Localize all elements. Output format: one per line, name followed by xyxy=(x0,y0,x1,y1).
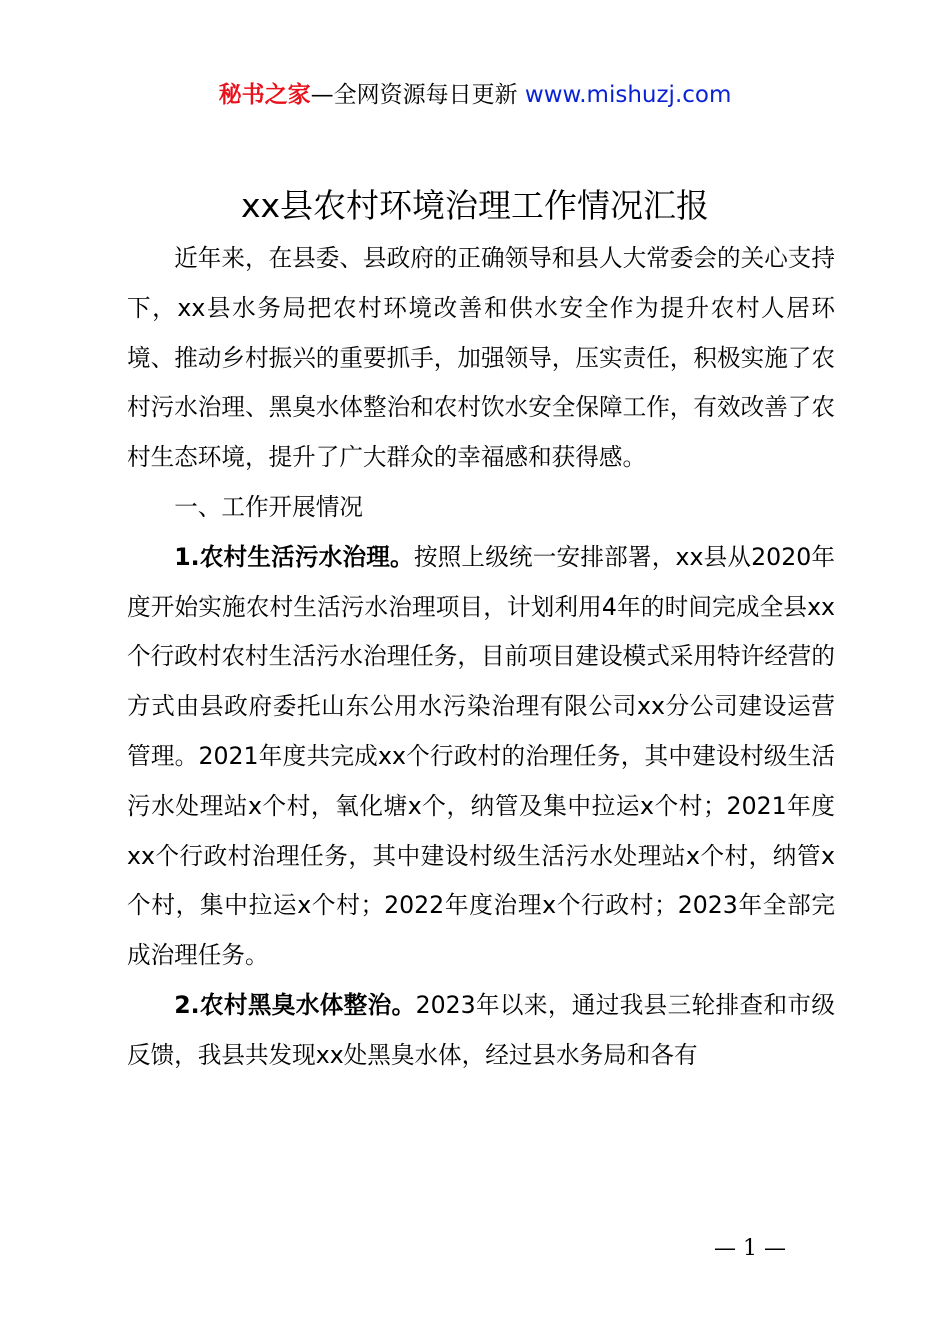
item-text-2: 2023年以来，通过我县三轮排查和市级反馈，我县共发现xx处黑臭水体，经过县水务局和各有 xyxy=(127,990,835,1069)
item-paragraph-1 xyxy=(127,533,835,981)
item-heading-1: 1.农村生活污水治理。 xyxy=(174,542,414,571)
section-heading: 一、工作开展情况 xyxy=(174,492,363,521)
site-tagline: —全网资源每日更新 xyxy=(310,82,518,108)
site-brand: 秘书之家 xyxy=(218,82,311,108)
item-heading-2: 2.农村黑臭水体整治。 xyxy=(174,990,416,1019)
item-paragraph-2 xyxy=(127,981,835,1081)
page-number: — 1 — xyxy=(714,1236,786,1261)
document-body xyxy=(127,234,835,1081)
item-text-1: 按照上级统一安排部署，xx县从2020年度开始实施农村生活污水治理项目，计划利用4年的时间完成全县xx个行政村农村生活污水治理任务，目前项目建设模式采用特许经营的方式由县政府委托山东公用水污染治理有限公司xx分公司建设运营管理。2021年度共完成xx个行政村的治理任务，其中建设村级生活污水处理站x个村，氧化塘x个，纳管及集中拉运x个村；2021年度xx个行政村治理任务，其中建设村级生活污水处理站x个村，纳管x个村，集中拉运x个村；2022年度治理x个行政村；2023年全部完成治理任务。 xyxy=(127,542,836,970)
site-header xyxy=(0,78,950,112)
site-url-link[interactable]: www.mishuzj.com xyxy=(524,82,732,108)
intro-paragraph: 近年来，在县委、县政府的正确领导和县人大常委会的关心支持下，xx县水务局把农村环境改善和供水安全作为提升农村人居环境、推动乡村振兴的重要抓手，加强领导，压实责任，积极实施了农村污水治理、黑臭水体整治和农村饮水安全保障工作，有效改善了农村生态环境，提升了广大群众的幸福感和获得感。 xyxy=(127,244,835,472)
document-title: xx县农村环境治理工作情况汇报 xyxy=(240,186,710,225)
